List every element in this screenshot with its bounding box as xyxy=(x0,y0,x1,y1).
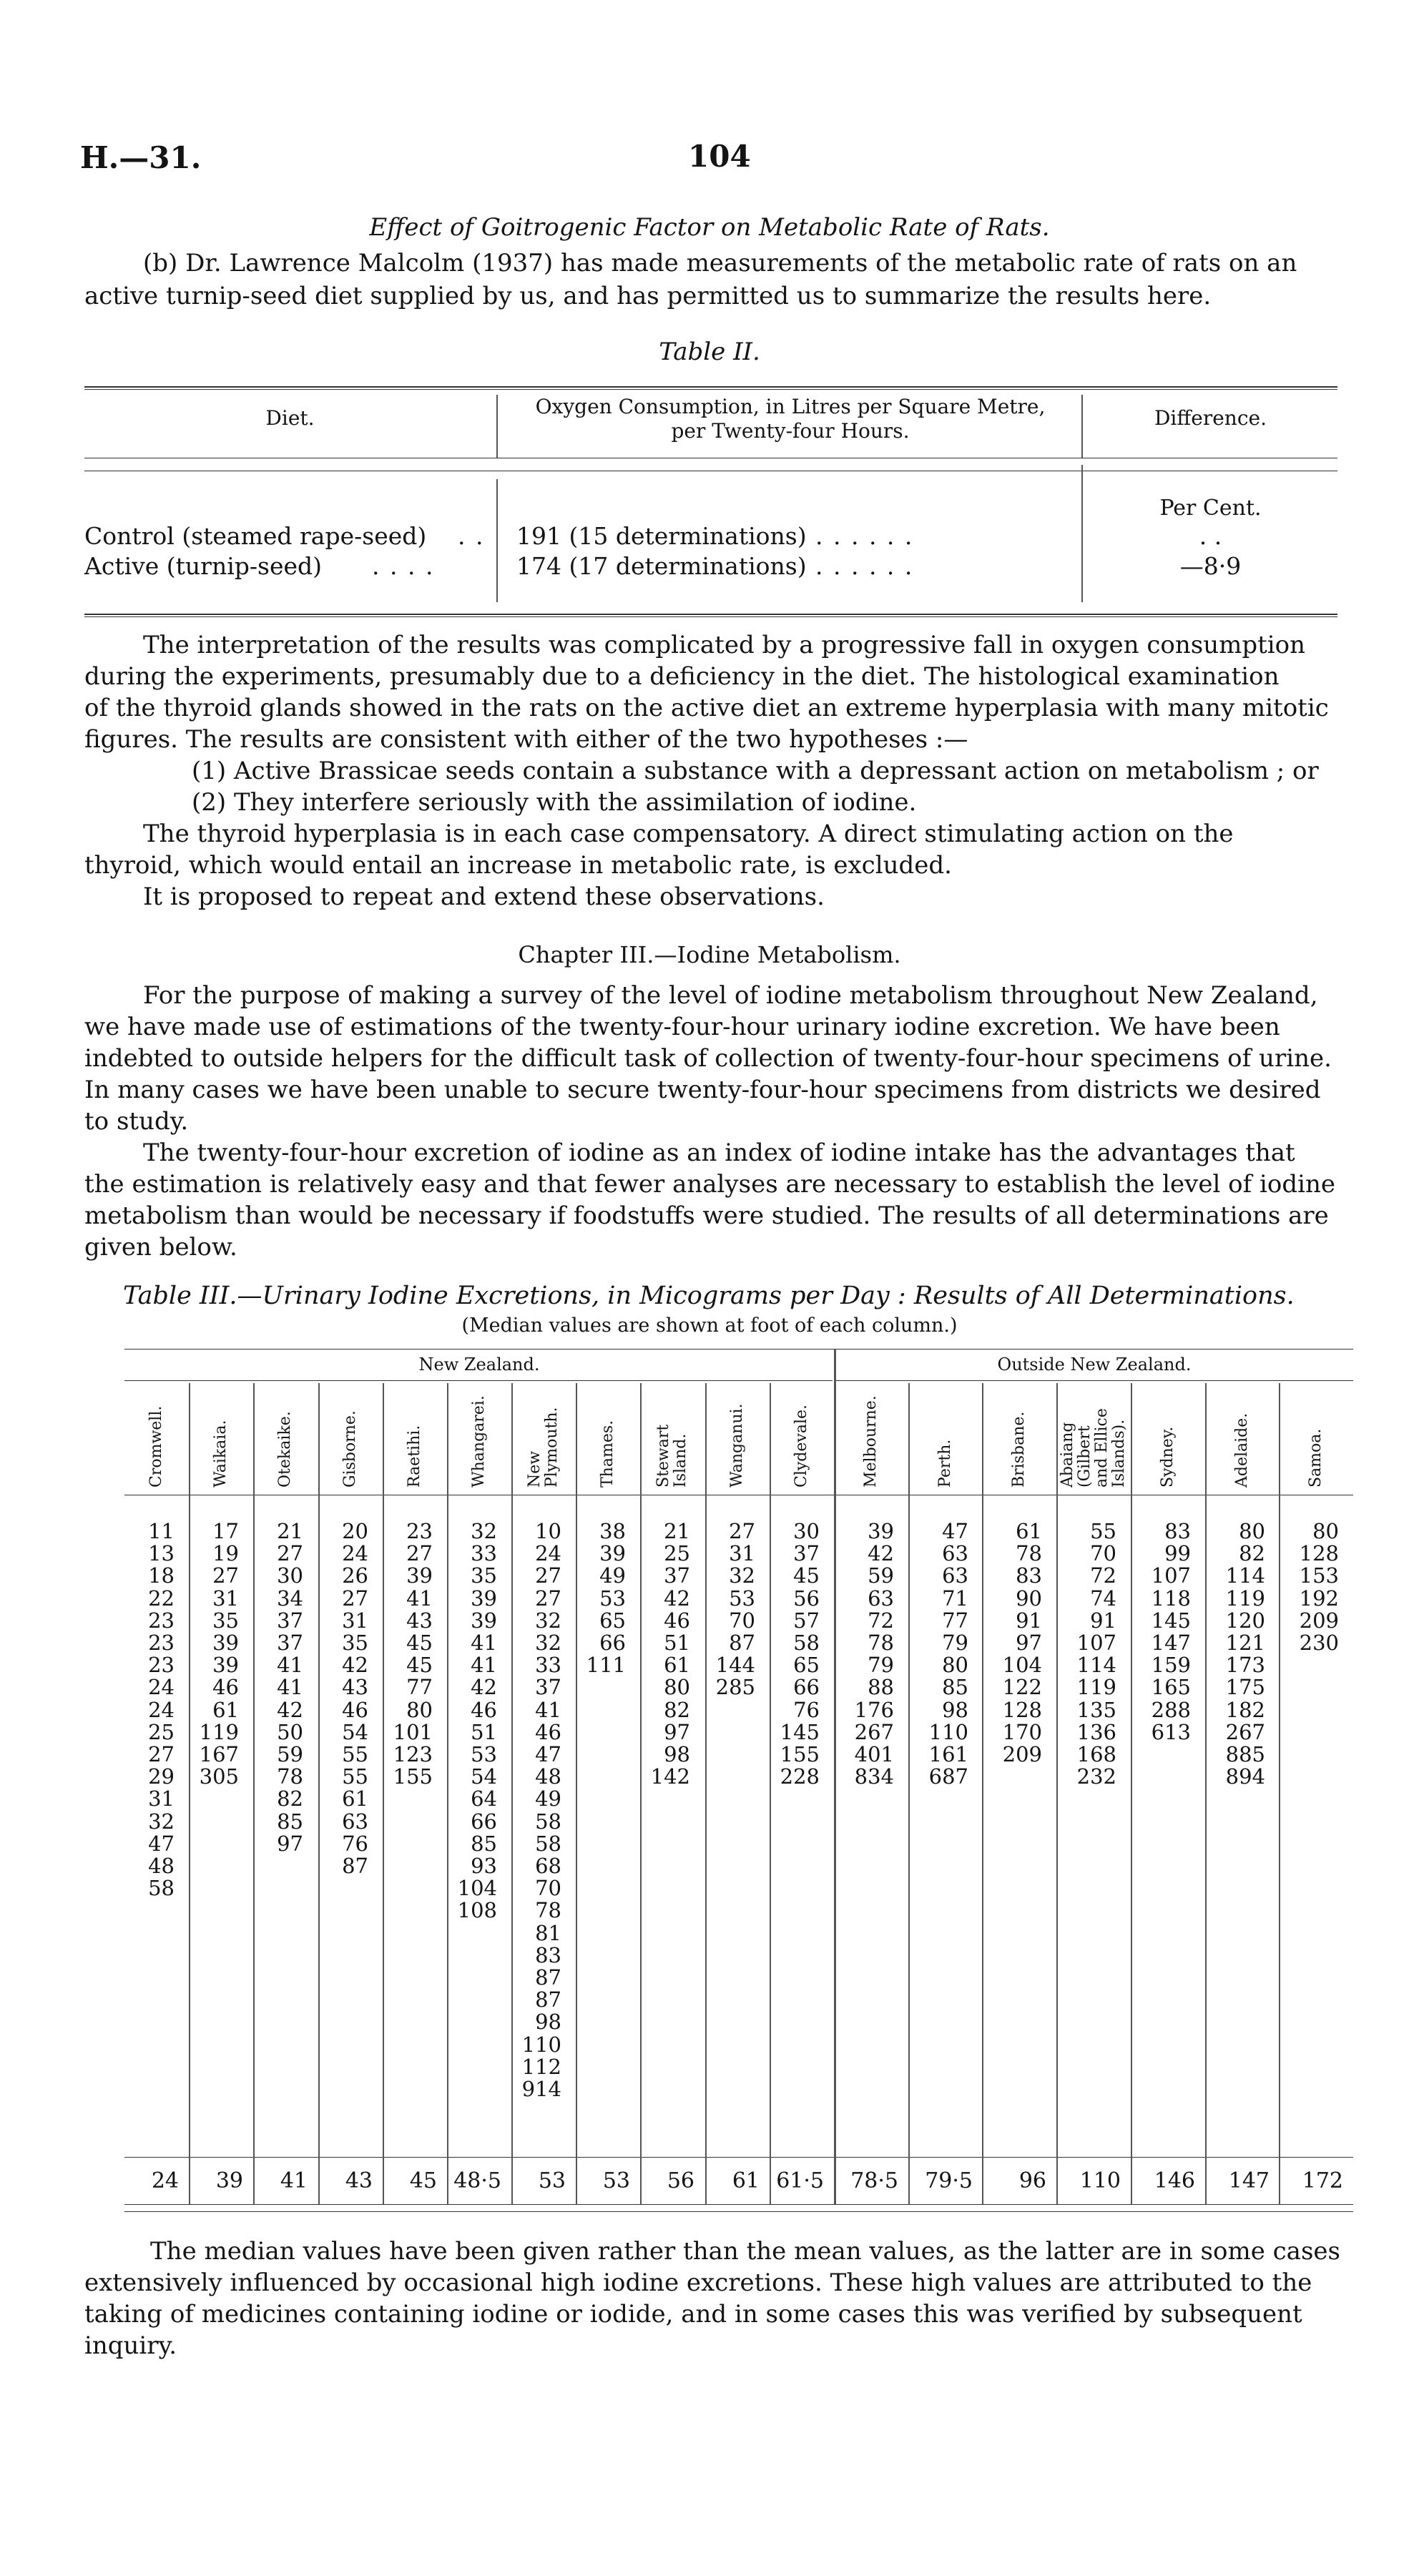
paragraph-line: indebted to outside helpers for the difficult task of collection of twenty-four-hour specimens of urine. xyxy=(84,1044,1332,1073)
hypothesis-1: (1) Active Brassicae seeds contain a substance with a depressant action on metabolism ; or xyxy=(192,757,1319,785)
column-median: 147 xyxy=(1228,2168,1270,2193)
column-values: 61 78 83 90 91 97 104 122 128 170 209 xyxy=(1002,1519,1042,1767)
column-header-oxygen: per Twenty-four Hours. xyxy=(671,419,910,443)
paragraph-line: during the experiments, presumably due to a deficiency in the diet. The histological examination xyxy=(84,662,1280,691)
table2-caption: Table II. xyxy=(659,338,760,366)
column-header: Otekaike. xyxy=(276,1411,294,1488)
column-divider xyxy=(576,1383,577,2204)
column-values: 27 31 32 53 70 87 144 285 xyxy=(715,1519,755,1700)
unit-label: Per Cent. xyxy=(1159,496,1262,521)
paragraph-line: (b) Dr. Lawrence Malcolm (1937) has made measurements of the metabolic rate of rats on an xyxy=(143,249,1297,277)
column-median: 96 xyxy=(1018,2168,1046,2193)
table-rule xyxy=(84,386,1337,388)
column-values: 55 70 72 74 91 107 114 119 135 136 168 232 xyxy=(1076,1519,1116,1789)
column-header: Whangarei. xyxy=(470,1395,488,1488)
column-values: 20 24 26 27 31 35 42 43 46 54 55 55 61 63 76 87 xyxy=(342,1519,368,1879)
paragraph-line: metabolism than would be necessary if foodstuffs were studied. The results of all determinations are xyxy=(84,1201,1329,1230)
column-divider xyxy=(1081,395,1083,458)
leader-dots: . . . . . . xyxy=(815,522,914,550)
oxygen-cell: 174 (17 determinations) xyxy=(516,552,807,580)
column-divider xyxy=(1056,1383,1058,2204)
column-divider xyxy=(189,1383,190,2204)
paragraph-line: to study. xyxy=(84,1107,189,1136)
table-rule xyxy=(84,616,1337,617)
column-median: 24 xyxy=(151,2168,179,2193)
column-median: 146 xyxy=(1154,2168,1195,2193)
column-median: 110 xyxy=(1079,2168,1121,2193)
column-divider xyxy=(908,1383,910,2204)
column-values: 23 27 39 41 43 45 45 77 80 101 123 155 xyxy=(393,1519,433,1789)
chapter-title: Chapter III.—Iodine Metabolism. xyxy=(518,941,901,968)
paragraph-line: figures. The results are consistent with either of the two hypotheses :— xyxy=(84,725,968,754)
column-divider xyxy=(496,479,498,602)
table3-caption: Table III.—Urinary Iodine Excretions, in Micograms per Day : Results of All Determinations. xyxy=(123,1282,1295,1310)
paragraph-line: given below. xyxy=(84,1233,237,1262)
group-header-nz: New Zealand. xyxy=(418,1355,540,1375)
table-rule xyxy=(124,1349,1353,1350)
table-rule xyxy=(124,2157,1353,2158)
column-median: 39 xyxy=(215,2168,243,2193)
column-values: 21 25 37 42 46 51 61 80 82 97 98 142 xyxy=(650,1519,690,1789)
column-values: 47 63 63 71 77 79 80 85 98 110 161 687 xyxy=(928,1519,968,1789)
leader-dots: . . . . . . xyxy=(815,552,914,580)
paragraph-line: we have made use of estimations of the twenty-four-hour urinary iodine excretion. We have been xyxy=(84,1013,1280,1041)
column-header: Stewart Island. xyxy=(654,1424,689,1488)
column-header: Adelaide. xyxy=(1233,1412,1251,1488)
leader-dots: . . . . xyxy=(372,552,435,580)
difference-cell: —8·9 xyxy=(1179,552,1242,580)
column-median: 78·5 xyxy=(850,2168,898,2193)
column-header: Raetihi. xyxy=(406,1425,423,1488)
column-median: 56 xyxy=(667,2168,694,2193)
paragraph-line: taking of medicines containing iodine or iodide, and in some cases this was verified by subsequent xyxy=(84,2300,1302,2329)
paragraph-line: In many cases we have been unable to secure twenty-four-hour specimens from districts we desired xyxy=(84,1076,1321,1104)
column-median: 79·5 xyxy=(925,2168,973,2193)
page-number: 104 xyxy=(688,139,751,174)
column-divider xyxy=(1205,1383,1207,2204)
diet-cell: Active (turnip-seed) xyxy=(84,552,323,580)
column-header: Clydevale. xyxy=(792,1405,810,1488)
table-rule xyxy=(84,614,1337,615)
paragraph-line: inquiry. xyxy=(84,2331,177,2360)
column-divider xyxy=(1279,1383,1280,2204)
paragraph-line: The twenty-four-hour excretion of iodine as an index of iodine intake has the advantages that xyxy=(143,1139,1295,1167)
column-divider xyxy=(1131,1383,1132,2204)
oxygen-cell: 191 (15 determinations) xyxy=(516,522,807,550)
column-median: 53 xyxy=(538,2168,566,2193)
column-divider xyxy=(705,1383,707,2204)
column-header: Melbourne. xyxy=(862,1395,880,1488)
column-header: Sydney. xyxy=(1159,1426,1177,1488)
column-header: Thames. xyxy=(599,1420,617,1488)
column-divider xyxy=(640,1383,642,2204)
column-median: 61·5 xyxy=(776,2168,824,2193)
column-values: 30 37 45 56 57 58 65 66 76 145 155 228 xyxy=(780,1519,820,1789)
column-header-diet: Diet. xyxy=(265,406,315,430)
paragraph-line: of the thyroid glands showed in the rats on the active diet an extreme hyperplasia with many mitotic xyxy=(84,694,1329,722)
column-values: 80 128 153 192 209 230 xyxy=(1299,1519,1339,1656)
column-header-oxygen: Oxygen Consumption, in Litres per Square Metre, xyxy=(535,395,1046,418)
column-divider xyxy=(770,1383,771,2204)
column-header: Samoa. xyxy=(1307,1428,1325,1488)
column-header: Perth. xyxy=(936,1439,954,1488)
column-header: Gisborne. xyxy=(341,1410,359,1488)
table3-subcaption: (Median values are shown at foot of each column.) xyxy=(461,1314,958,1337)
column-median: 61 xyxy=(732,2168,760,2193)
report-code: H.—31. xyxy=(80,140,202,175)
column-header-difference: Difference. xyxy=(1154,406,1267,430)
column-divider xyxy=(982,1383,983,2204)
table-rule xyxy=(835,1380,1353,1381)
column-values: 10 24 27 27 32 32 33 37 41 46 47 48 49 58 58 68 70 78 81 83 87 87 98 110 112 914 xyxy=(521,1519,561,2102)
column-values: 39 42 59 63 72 78 79 88 176 267 401 834 xyxy=(854,1519,894,1789)
table-rule xyxy=(124,2204,1353,2205)
column-divider xyxy=(496,395,498,458)
paragraph-line: The thyroid hyperplasia is in each case compensatory. A direct stimulating action on the xyxy=(143,820,1234,848)
column-divider xyxy=(383,1383,384,2204)
column-values: 38 39 49 53 65 66 111 xyxy=(586,1519,626,1678)
column-median: 41 xyxy=(280,2168,308,2193)
leader-dots: . . xyxy=(458,522,485,550)
diet-cell: Control (steamed rape-seed) xyxy=(84,522,427,550)
column-median: 45 xyxy=(409,2168,437,2193)
paragraph-line: The median values have been given rather than the mean values, as the latter are in some cases xyxy=(150,2237,1340,2266)
column-header: Waikaia. xyxy=(212,1420,230,1488)
paragraph-line: extensively influenced by occasional high iodine excretions. These high values are attributed to the xyxy=(84,2268,1312,2297)
paragraph-line: thyroid, which would entail an increase in metabolic rate, is excluded. xyxy=(84,851,952,880)
paragraph-line: For the purpose of making a survey of the level of iodine metabolism throughout New Zealand, xyxy=(143,981,1318,1010)
table-rule xyxy=(84,389,1337,390)
column-median: 172 xyxy=(1302,2168,1343,2193)
group-header-outside: Outside New Zealand. xyxy=(997,1355,1192,1375)
column-header: New Plymouth. xyxy=(526,1407,561,1488)
difference-cell: . . xyxy=(1199,522,1222,550)
column-header: Brisbane. xyxy=(1010,1411,1028,1488)
paragraph-line: the estimation is relatively easy and that fewer analyses are necessary to establish the level of iodine xyxy=(84,1170,1335,1199)
column-values: 83 99 107 118 145 147 159 165 288 613 xyxy=(1151,1519,1191,1744)
table-rule xyxy=(124,1380,833,1381)
column-header: Abaiang (Gilbert and Ellice Islands). xyxy=(1059,1408,1128,1488)
paragraph-line: active turnip-seed diet supplied by us, and has permitted us to summarize the results here. xyxy=(84,282,1212,310)
column-median: 53 xyxy=(602,2168,630,2193)
table-rule xyxy=(124,2211,1353,2212)
column-median: 48·5 xyxy=(453,2168,501,2193)
paragraph-line: It is proposed to repeat and extend these observations. xyxy=(143,883,825,911)
column-values: 11 13 18 22 23 23 23 24 24 25 27 29 31 32 47 48 58 xyxy=(148,1519,175,1901)
column-header: Cromwell. xyxy=(147,1405,165,1488)
column-values: 17 19 27 31 35 39 39 46 61 119 167 305 xyxy=(199,1519,239,1789)
paragraph-line: The interpretation of the results was complicated by a progressive fall in oxygen consumption xyxy=(143,631,1306,659)
section-title: Effect of Goitrogenic Factor on Metabolic Rate of Rats. xyxy=(369,213,1050,242)
column-values: 80 82 114 119 120 121 173 175 182 267 885 894 xyxy=(1225,1519,1265,1789)
column-values: 32 33 35 39 39 41 41 42 46 51 53 54 64 66 85 93 104 108 xyxy=(457,1519,497,1923)
column-median: 43 xyxy=(345,2168,373,2193)
hypothesis-2: (2) They interfere seriously with the assimilation of iodine. xyxy=(192,788,917,817)
column-values: 21 27 30 34 37 37 41 41 42 50 59 78 82 85 97 xyxy=(277,1519,303,1856)
column-header: Wanganui. xyxy=(728,1403,746,1488)
column-divider xyxy=(1081,465,1083,602)
